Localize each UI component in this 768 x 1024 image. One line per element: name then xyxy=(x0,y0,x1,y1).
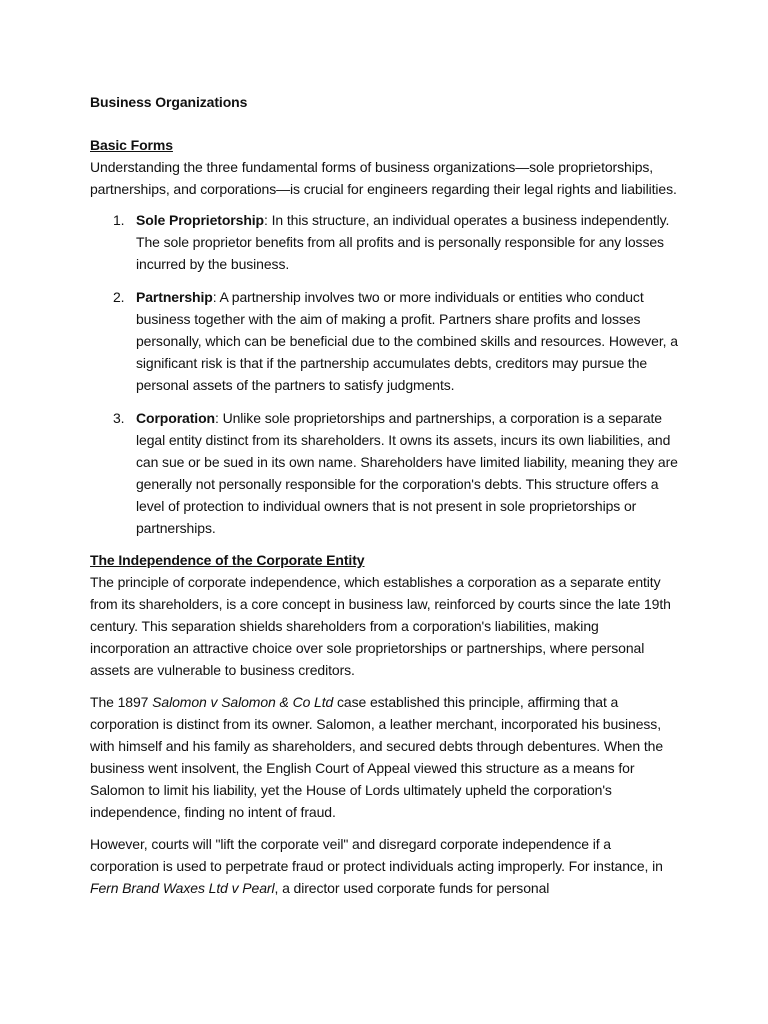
independence-paragraph-2 xyxy=(90,691,680,823)
para2-lead: The 1897 xyxy=(90,694,153,710)
definition-corporation: : Unlike sole proprietorships and partnerships, a corporation is a separate legal entity distinct from its shareholders. It owns its assets, incurs its own liabilities, and can sue or be sued in its own name. Shareholders have limited liability, meaning they are generally not personally responsible for the corporation's debts. This structure offers a level of protection to individual owners that is not present in sole proprietorships or partnerships. xyxy=(136,410,678,536)
definition-partnership: : A partnership involves two or more individuals or entities who conduct business together with the aim of making a profit. Partners share profits and losses personally, which can be beneficial due to the combined skills and resources. However, a significant risk is that if the partnership accumulates debts, creditors may pursue the personal assets of the partners to satisfy judgments. xyxy=(136,289,678,393)
term-sole-proprietorship: Sole Proprietorship xyxy=(136,212,265,228)
list-number: 2. xyxy=(113,289,125,305)
section-heading-basic-forms: Basic Forms xyxy=(90,137,173,153)
document-title: Business Organizations xyxy=(90,94,248,110)
definition-sole-proprietorship: : In this structure, an individual operates a business independently. The sole proprietor benefits from all profits and is personally responsible for any losses incurred by the business. xyxy=(136,212,670,272)
para2-body: case established this principle, affirming that a corporation is distinct from its owner. Salomon, a leather merchant, incorporated his business, with himself and his family as shareholders, and secured debts through debentures. When the business went insolvent, the English Court of Appeal viewed this structure as a means for Salomon to limit his liability, yet the House of Lords ultimately upheld the corporation's independence, finding no intent of fraud. xyxy=(90,694,664,820)
list-number: 3. xyxy=(113,410,125,426)
term-partnership: Partnership xyxy=(136,289,213,305)
list-item-corporation xyxy=(90,407,680,539)
independence-paragraph-3 xyxy=(90,833,680,899)
list-item-partnership xyxy=(90,286,680,396)
case-name-fern-brand: Fern Brand Waxes Ltd v Pearl xyxy=(90,880,275,896)
para3-lead: However, courts will "lift the corporate veil" and disregard corporate independence if a corporation is used to perpetrate fraud or protect individuals acting improperly. For instance, in xyxy=(90,836,663,874)
case-name-salomon: Salomon v Salomon & Co Ltd xyxy=(152,694,334,710)
title-spacer xyxy=(90,113,680,134)
basic-forms-intro: Understanding the three fundamental forms of business organizations—sole proprietorships, partnerships, and corporations—is crucial for engineers regarding their legal rights and liabilities. xyxy=(90,159,677,197)
para3-body: , a director used corporate funds for personal xyxy=(274,880,550,896)
term-corporation: Corporation xyxy=(136,410,216,426)
section-heading-independence: The Independence of the Corporate Entity xyxy=(90,552,365,568)
list-item-sole-proprietorship xyxy=(90,209,680,275)
business-forms-list xyxy=(90,209,680,539)
document-page xyxy=(90,91,680,909)
independence-paragraph-1: The principle of corporate independence, which establishes a corporation as a separate entity from its shareholders, is a core concept in business law, reinforced by courts since the late 19th century. This separation shields shareholders from a corporation's liabilities, making incorporation an attractive choice over sole proprietorships or partnerships, where personal assets are vulnerable to business creditors. xyxy=(90,574,671,678)
list-number: 1. xyxy=(113,212,125,228)
